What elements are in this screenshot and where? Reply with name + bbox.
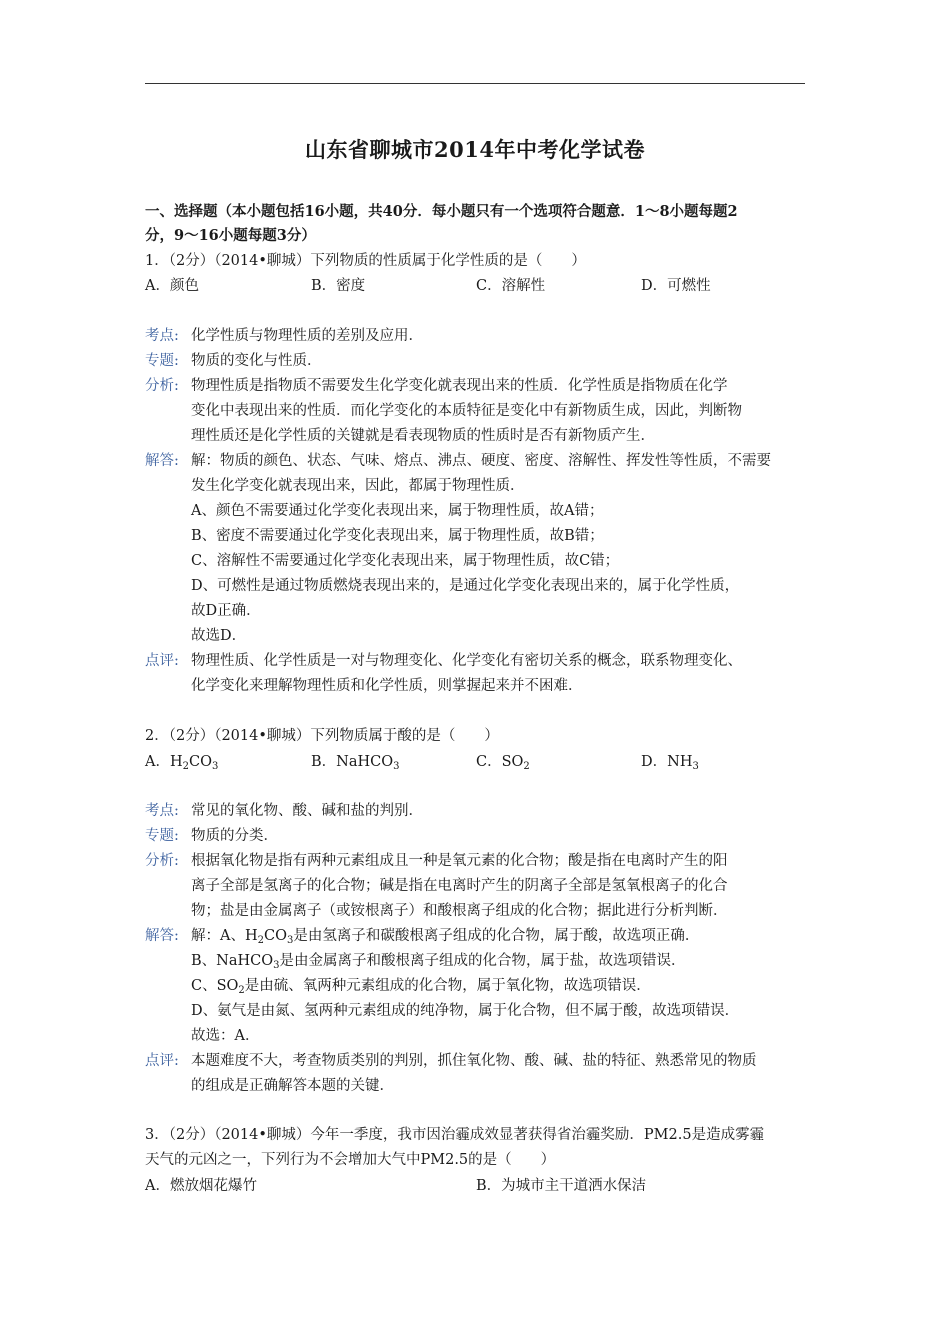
q1-jieda-line: 故D正确． (191, 603, 261, 619)
q2-kaodian: 常见的氧化物、酸、碱和盐的判别． (191, 803, 423, 819)
q1-fenxi-label: 分析: (145, 378, 179, 394)
q2-zhuanti-label: 专题: (145, 828, 179, 844)
q3-option-b: B．为城市主干道洒水保洁 (476, 1178, 647, 1194)
q2-option-c: C．$SO_2$ (476, 754, 530, 772)
q1-stem: 1．（2分）（2014•聊城）下列物质的性质属于化学性质的是（ ） (145, 253, 586, 269)
q1-option-c: C．溶解性 (476, 278, 546, 294)
q2-dianping-line: 本题难度不大，考查物质类别的判别，抓住氧化物、酸、碱、盐的特征、熟悉常见的物质 (191, 1053, 757, 1069)
q1-jieda-line: C、溶解性不需要通过化学变化表现出来，属于物理性质，故C错； (191, 553, 620, 569)
q1-kaodian-label: 考点: (145, 328, 179, 344)
q2-jieda-label: 解答: (145, 928, 179, 944)
q2-fenxi-label: 分析: (145, 853, 179, 869)
q1-fenxi-line: 变化中表现出来的性质．而化学变化的本质特征是变化中有新物质生成，因此，判断物 (191, 403, 742, 419)
q1-jieda-line: 发生化学变化就表现出来，因此，都属于物理性质． (191, 478, 525, 494)
q1-jieda-line: 故选D． (191, 628, 247, 644)
q2-option-d: D．$NH_3$ (641, 754, 699, 772)
q1-option-b: B．密度 (311, 278, 366, 294)
q2-jieda-line: C、$SO_2$是由硫、氧两种元素组成的化合物，属于氧化物，故选项错误． (191, 978, 651, 996)
q2-stem: 2．（2分）（2014•聊城）下列物质属于酸的是（ ） (145, 728, 499, 744)
q1-fenxi-line: 理性质还是化学性质的关键就是看表现物质的性质时是否有新物质产生． (191, 428, 655, 444)
q2-dianping-label: 点评: (145, 1053, 179, 1069)
q2-fenxi-line: 根据氧化物是指有两种元素组成且一种是氧元素的化合物；酸是指在电离时产生的阳 (191, 853, 728, 869)
q2-jieda-line: 解：A、$H_2CO_3$是由氢离子和碳酸根离子组成的化合物，属于酸，故选项正确． (191, 928, 700, 946)
q1-jieda-line: B、密度不需要通过化学变化表现出来，属于物理性质，故B错； (191, 528, 604, 544)
q1-zhuanti: 物质的变化与性质． (191, 353, 322, 369)
q2-jieda-line: B、NaHCO$_3$是由金属离子和酸根离子组成的化合物，属于盐，故选项错误． (191, 953, 686, 971)
q2-fenxi-line: 离子全部是氢离子的化合物；碱是指在电离时产生的阴离子全部是氢氧根离子的化合 (191, 878, 728, 894)
q1-jieda-line: 解：物质的颜色、状态、气味、熔点、沸点、硬度、密度、溶解性、挥发性等性质，不需要 (191, 453, 771, 469)
section-heading-line1: 一、选择题（本小题包括16小题，共40分．每小题只有一个选项符合题意．1～8小题每题2 (145, 203, 738, 220)
q2-option-b: B．NaHCO$_3$ (311, 754, 400, 772)
q3-stem-line: 3．（2分）（2014•聊城）今年一季度，我市因治霾成效显著获得省治霾奖励．PM2.5是造成雾霾 (145, 1127, 765, 1143)
q2-option-a: A．$H_2CO_3$ (145, 754, 219, 772)
q1-option-a: A．颜色 (145, 278, 199, 294)
header-rule (145, 83, 805, 84)
q1-jieda-line: D、可燃性是通过物质燃烧表现出来的，是通过化学变化表现出来的，属于化学性质， (191, 578, 740, 594)
q1-jieda-label: 解答: (145, 453, 179, 469)
q1-dianping-line: 物理性质、化学性质是一对与物理变化、化学变化有密切关系的概念，联系物理变化、 (191, 653, 742, 669)
page-title: 山东省聊城市2014年中考化学试卷 (305, 137, 645, 162)
q2-kaodian-label: 考点: (145, 803, 179, 819)
q3-option-a: A．燃放烟花爆竹 (145, 1178, 257, 1194)
q2-fenxi-line: 物；盐是由金属离子（或铵根离子）和酸根离子组成的化合物；据此进行分析判断． (191, 903, 728, 919)
q1-fenxi-line: 物理性质是指物质不需要发生化学变化就表现出来的性质．化学性质是指物质在化学 (191, 378, 728, 394)
q1-option-d: D．可燃性 (641, 278, 711, 294)
q1-kaodian: 化学性质与物理性质的差别及应用． (191, 328, 423, 344)
q2-zhuanti: 物质的分类． (191, 828, 278, 844)
q2-jieda-line: 故选：A． (191, 1028, 260, 1044)
q1-jieda-line: A、颜色不需要通过化学变化表现出来，属于物理性质，故A错； (191, 503, 604, 519)
q3-stem-line: 天气的元凶之一，下列行为不会增加大气中PM2.5的是（ ） (145, 1152, 556, 1168)
section-heading-line2: 分，9～16小题每题3分） (145, 227, 316, 244)
q2-dianping-line: 的组成是正确解答本题的关键． (191, 1078, 394, 1094)
q2-jieda-line: D、氨气是由氮、氢两种元素组成的纯净物，属于化合物，但不属于酸，故选项错误． (191, 1003, 740, 1019)
q1-dianping-label: 点评: (145, 653, 179, 669)
q1-dianping-line: 化学变化来理解物理性质和化学性质，则掌握起来并不困难． (191, 678, 583, 694)
q1-zhuanti-label: 专题: (145, 353, 179, 369)
